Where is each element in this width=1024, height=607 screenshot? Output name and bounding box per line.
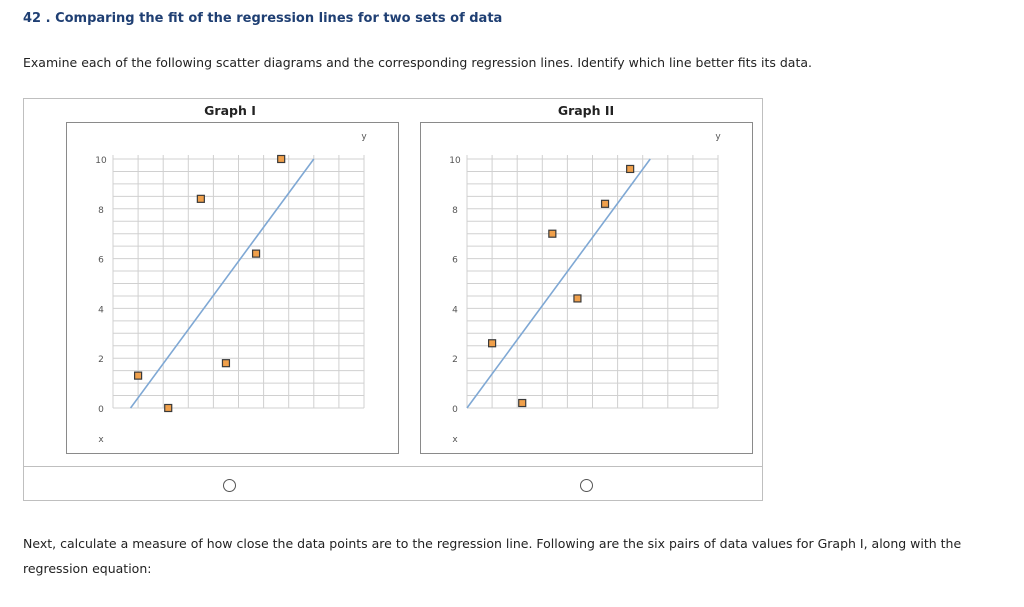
gridlines xyxy=(113,155,364,408)
data-point xyxy=(602,200,609,207)
graph-2-radio[interactable] xyxy=(580,479,593,492)
graph-1-title: Graph I xyxy=(204,103,256,118)
y-tick-label: 8 xyxy=(98,205,104,216)
y-axis-label: y xyxy=(361,132,367,142)
y-tick-label: 0 xyxy=(98,405,104,415)
y-axis-label: y xyxy=(715,132,721,142)
data-point xyxy=(197,195,204,202)
graph-1-radio[interactable] xyxy=(223,479,236,492)
data-point xyxy=(253,250,260,257)
data-point xyxy=(165,405,172,412)
y-tick-label: 4 xyxy=(452,305,458,316)
graphs-panel xyxy=(23,98,763,501)
x-axis-label: x xyxy=(452,435,458,445)
instructions: Examine each of the following scatter diagrams and the corresponding regression lines. Identify which line better fits its data. xyxy=(23,55,812,70)
y-tick-label: 8 xyxy=(452,205,458,216)
data-point xyxy=(222,360,229,367)
data-point xyxy=(278,156,285,163)
data-point xyxy=(135,372,142,379)
followup-text: Next, calculate a measure of how close the data points are to the regression line. Following are the six pairs of data values for Graph I, along with the regression equation: xyxy=(23,536,962,576)
data-point xyxy=(519,400,526,407)
data-point xyxy=(549,230,556,237)
gridlines xyxy=(467,155,718,408)
y-tick-label: 6 xyxy=(452,255,458,266)
y-tick-label: 2 xyxy=(452,355,458,366)
y-tick-label: 6 xyxy=(98,255,104,266)
graph-1-svg xyxy=(67,123,400,455)
answer-divider xyxy=(24,466,762,467)
y-tick-label: 0 xyxy=(452,405,458,415)
graph-2-svg xyxy=(421,123,754,455)
y-tick-label: 2 xyxy=(98,355,104,366)
graph-2-chart xyxy=(420,122,753,454)
data-point xyxy=(627,165,634,172)
graph-1-chart xyxy=(66,122,399,454)
y-tick-label: 10 xyxy=(95,156,107,166)
x-axis-label: x xyxy=(98,435,104,445)
y-tick-label: 4 xyxy=(98,305,104,316)
graph-2-title: Graph II xyxy=(557,103,615,118)
question-title: 42 . Comparing the fit of the regression lines for two sets of data xyxy=(23,11,503,26)
data-point xyxy=(574,295,581,302)
data-point xyxy=(489,340,496,347)
y-tick-label: 10 xyxy=(449,156,461,166)
